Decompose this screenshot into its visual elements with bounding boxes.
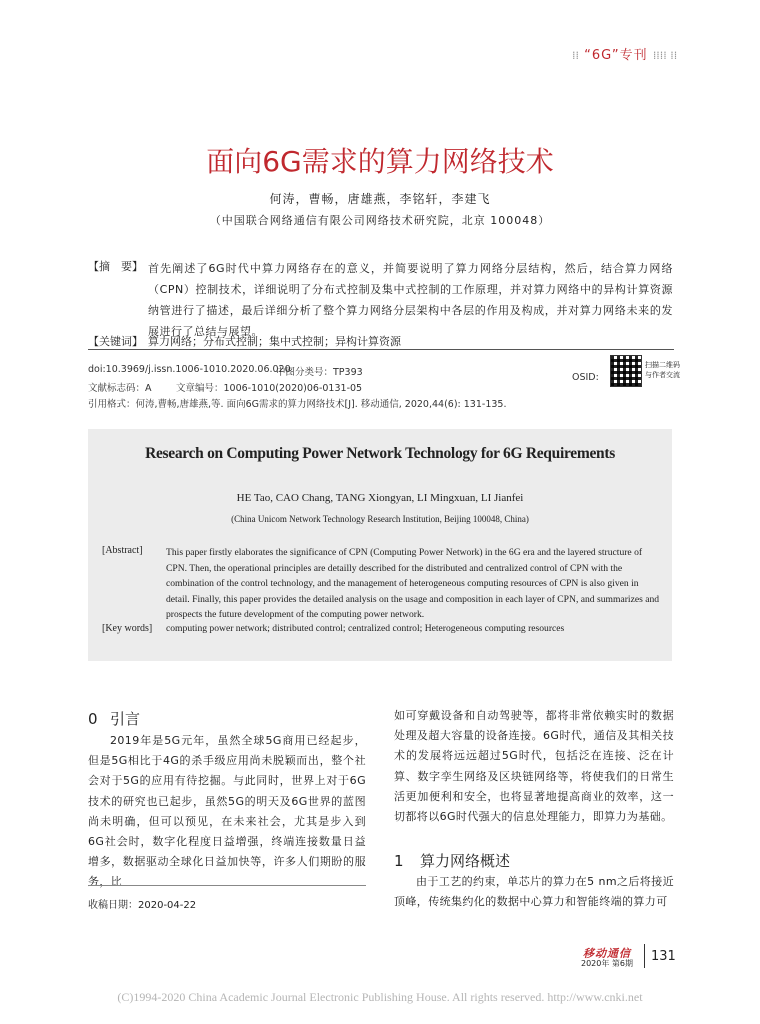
english-title: Research on Computing Power Network Technology for 6G Requirements — [145, 445, 615, 462]
section-title: 引言 — [110, 710, 141, 728]
citation-format: 引用格式：何涛,曹畅,唐雄燕,等. 面向6G需求的算力网络技术[J]. 移动通信, 2020,44(6): 131-135. — [88, 399, 507, 410]
footnote-divider — [88, 885, 366, 886]
english-abstract-text: This paper firstly elaborates the significance of CPN (Computing Power Network) in the 6G era and the layered structure of CPN. Then, the operational principles are detailly described for the distributed and centralized control of CPN with the combination of the control technology, and the management of heterogeneous computing resources of CPN is also given in detail. Finally, this paper provides the detailed analysis on the usage and composition in each layer of CPN, and summarizes and prospects the future development of the computing power network. — [166, 547, 660, 621]
author-list: 何涛，曹畅，唐雄燕，李铭轩，李建飞 — [269, 192, 491, 206]
decor-dots-left: ⁞⁞ — [572, 49, 579, 62]
section-title: 算力网络概述 — [420, 852, 511, 870]
abstract-label: 【摘 要】 — [88, 260, 143, 273]
clc-number: 中图分类号：TP393 — [276, 367, 363, 378]
divider — [88, 349, 674, 350]
intro-paragraph: 2019年是5G元年，虽然全球5G商用已经起步，但是5G相比于4G的杀手级应用尚未脱颖而出，整个社会对于5G的应用有待挖掘。与此同时，世界上对于6G技术的研究也已起步，虽然5G的明天及6G世界的蓝图尚未明确，但可以预见，在未来社会，尤其是步入到6G社会时，数字化程度日益增强，终端连接数量日益增多，数据驱动全球化日益加快等，许多人们期盼的服务，比 — [88, 734, 366, 889]
document-code: 文献标志码：A — [88, 383, 152, 394]
english-keywords-label: [Key words] — [102, 623, 153, 634]
section-number: 1 — [394, 852, 404, 870]
english-authors: HE Tao, CAO Chang, TANG Xiongyan, LI Mingxuan, LI Jianfei — [236, 492, 524, 504]
section-heading-intro — [88, 708, 140, 729]
english-keywords-text: computing power network; distributed control; centralized control; Heterogeneous computing resources — [166, 623, 565, 634]
doi[interactable]: doi:10.3969/j.issn.1006-1010.2020.06.020 — [88, 364, 291, 375]
abstract-text-cn: 首先阐述了6G时代中算力网络存在的意义，并简要说明了算力网络分层结构，然后，结合算力网络（CPN）控制技术，详细说明了分布式控制及集中式控制的工作原理，并对算力网络中的异构计算资源纳管进行了描述，最后详细分析了整个算力网络分层架构中各层的作用及构成，并对算力网络未来的发展进行了总结与展望。 — [148, 262, 673, 338]
footer-separator — [644, 944, 645, 968]
page-number: 131 — [651, 949, 676, 964]
section-heading-overview — [394, 850, 510, 871]
english-abstract-label: [Abstract] — [102, 545, 143, 556]
intro-paragraph-continued: 如可穿戴设备和自动驾驶等，都将非常依赖实时的数据处理及超大容量的设备连接。6G时代，通信及其相关技术的发展将远远超过5G时代，包括泛在连接、泛在计算、数字孪生网络及区块链网络等，将使我们的日常生活更加便利和安全，也将显著地提高商业的效率，这一切都将以6G时代强大的信息处理能力，即算力为基础。 — [394, 709, 674, 824]
received-date: 收稿日期：2020-04-22 — [88, 900, 197, 911]
section1-body — [394, 872, 674, 912]
qr-caption: 扫描二维码与作者交流 — [645, 361, 680, 379]
keywords-label: 【关键词】 — [88, 335, 143, 348]
section-number: 0 — [88, 710, 98, 728]
journal-section-tag — [572, 44, 677, 63]
qr-code-icon[interactable] — [610, 355, 642, 387]
article-number: 文章编号：1006-1010(2020)06-0131-05 — [176, 383, 363, 394]
osid-label: OSID: — [572, 372, 599, 383]
journal-logo: 移动通信 — [583, 947, 631, 960]
body-column-left — [88, 731, 366, 893]
decor-dots-right: ⁞⁞⁞⁞ ⁞⁞ — [652, 49, 678, 62]
overview-paragraph: 由于工艺的约束，单芯片的算力在5 nm之后将接近顶峰，传统集约化的数据中心算力和智能终端的算力可 — [394, 875, 674, 909]
english-affiliation: (China Unicom Network Technology Research Institution, Beijing 100048, China) — [231, 514, 529, 524]
paper-title: 面向6G需求的算力网络技术 — [206, 145, 554, 178]
copyright-notice: (C)1994-2020 China Academic Journal Electronic Publishing House. All rights reserved. http://www.cnki.net — [117, 990, 643, 1004]
affiliation: （中国联合网络通信有限公司网络技术研究院，北京 100048） — [209, 214, 551, 227]
section-tag-label: “6G”专刊 — [584, 48, 648, 63]
keywords-text-cn: 算力网络；分布式控制；集中式控制；异构计算资源 — [148, 335, 401, 348]
body-column-right — [394, 706, 674, 827]
issue-label: 2020年 第6期 — [581, 959, 633, 968]
